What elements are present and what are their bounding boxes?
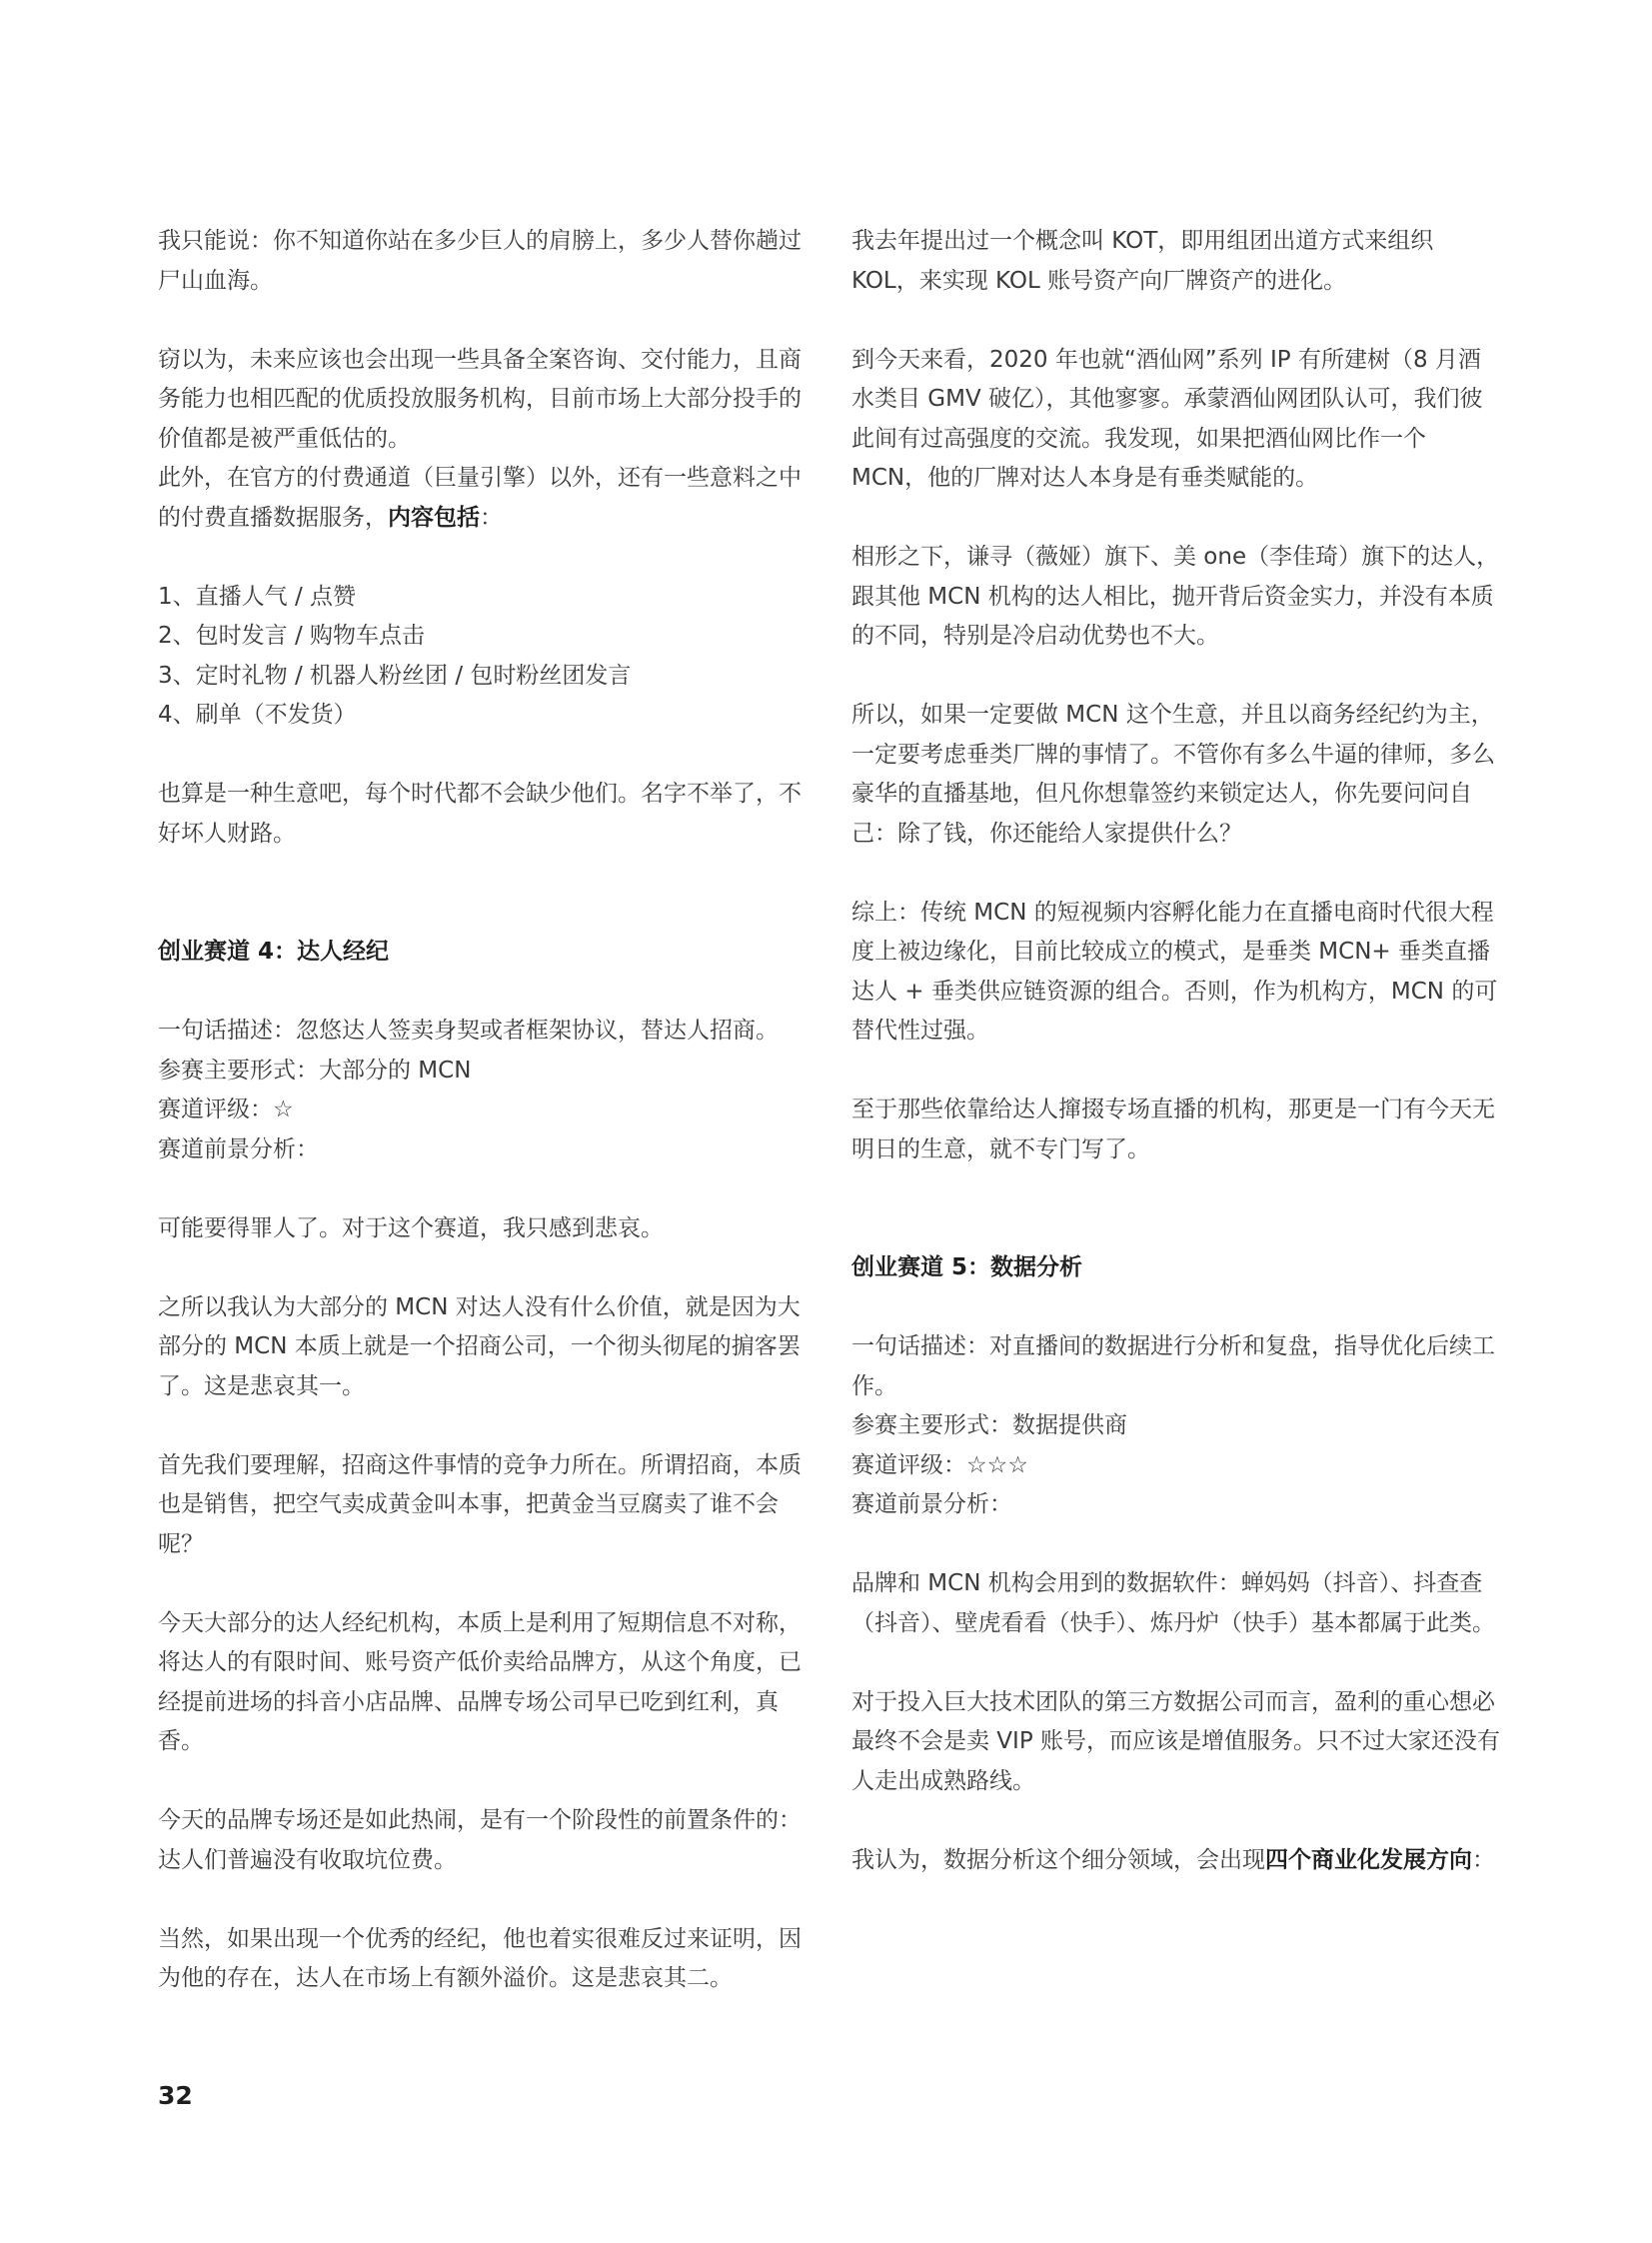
form-line: 参赛主要形式：大部分的 MCN bbox=[158, 1057, 472, 1084]
left-column bbox=[158, 222, 808, 1999]
paragraph-text: ： bbox=[1472, 1846, 1495, 1873]
form-line: 参赛主要形式：数据提供商 bbox=[851, 1412, 1127, 1438]
paragraph-text: 我认为，数据分析这个细分领域，会出现 bbox=[851, 1846, 1265, 1873]
paragraph: 到今天来看，2020 年也就“酒仙网”系列 IP 有所建树（8 月酒水类目 GMV 破亿），其他寥寥。承蒙酒仙网团队认可，我们彼此间有过高强度的交流。我发现，如果把酒仙网比作一个 MCN，他的厂牌对达人本身是有垂类赋能的。 bbox=[851, 346, 1483, 491]
outlook-line: 赛道前景分析： bbox=[851, 1491, 1012, 1517]
page-number: 32 bbox=[158, 2081, 193, 2110]
paragraph: 所以，如果一定要做 MCN 这个生意，并且以商务经纪约为主，一定要考虑垂类厂牌的事情了。不管你有多么牛逼的律师，多么豪华的直播基地，但凡你想靠签约来锁定达人，你先要问问自己：除了钱，你还能给人家提供什么？ bbox=[851, 702, 1495, 847]
list-item: 1、直播人气 / 点赞 bbox=[158, 583, 357, 610]
paragraph: 今天大部分的达人经纪机构，本质上是利用了短期信息不对称，将达人的有限时间、账号资产低价卖给品牌方，从这个角度，已经提前进场的抖音小店品牌、品牌专场公司早已吃到红利，真香。 bbox=[158, 1609, 802, 1754]
outlook-line: 赛道前景分析： bbox=[158, 1135, 319, 1162]
rating-line: 赛道评级：☆☆☆ bbox=[851, 1451, 1028, 1478]
paragraph: 相形之下，谦寻（薇娅）旗下、美 one（李佳琦）旗下的达人，跟其他 MCN 机构的达人相比，抛开背后资金实力，并没有本质的不同，特别是冷启动优势也不大。 bbox=[851, 544, 1500, 649]
paragraph: 也算是一种生意吧，每个时代都不会缺少他们。名字不举了，不好坏人财路。 bbox=[158, 781, 802, 847]
description-line: 一句话描述：对直播间的数据进行分析和复盘，指导优化后续工作。 bbox=[851, 1333, 1495, 1399]
list-item: 3、定时礼物 / 机器人粉丝团 / 包时粉丝团发言 bbox=[158, 662, 632, 689]
paragraph: 至于那些依靠给达人撺掇专场直播的机构，那更是一门有今天无明日的生意，就不专门写了。 bbox=[851, 1097, 1495, 1162]
paragraph-text: 此外，在官方的付费通道（巨量引擎）以外，还有一些意料之中的付费直播数据服务， bbox=[158, 465, 802, 531]
paragraph: 可能要得罪人了。对于这个赛道，我只感到悲哀。 bbox=[158, 1214, 664, 1241]
paragraph: 首先我们要理解，招商这件事情的竞争力所在。所谓招商，本质也是销售，把空气卖成黄金叫本事，把黄金当豆腐卖了谁不会呢？ bbox=[158, 1451, 802, 1557]
rating-line: 赛道评级：☆ bbox=[158, 1097, 294, 1122]
paragraph: 我只能说：你不知道你站在多少巨人的肩膀上，多少人替你趟过尸山血海。 bbox=[158, 228, 802, 294]
list-item: 4、刷单（不发货） bbox=[158, 702, 357, 728]
bold-phrase: 四个商业化发展方向 bbox=[1265, 1846, 1472, 1873]
paragraph: 综上：传统 MCN 的短视频内容孵化能力在直播电商时代很大程度上被边缘化，目前比较成立的模式，是垂类 MCN+ 垂类直播达人 + 垂类供应链资源的组合。否则，作为机构方，MCN 的可替代性过强。 bbox=[851, 899, 1498, 1044]
paragraph bbox=[851, 1841, 1501, 1881]
right-column bbox=[851, 222, 1501, 1880]
paragraph bbox=[158, 459, 808, 538]
description-line: 一句话描述：忽悠达人签卖身契或者框架协议，替达人招商。 bbox=[158, 1018, 779, 1044]
paragraph: 我去年提出过一个概念叫 KOT，即用组团出道方式来组织 KOL，来实现 KOL 账号资产向厂牌资产的进化。 bbox=[851, 228, 1434, 294]
section-heading-4: 创业赛道 4：达人经纪 bbox=[158, 939, 390, 965]
paragraph-text: ： bbox=[480, 504, 503, 531]
paragraph: 当然，如果出现一个优秀的经纪，他也着实很难反过来证明，因为他的存在，达人在市场上有额外溢价。这是悲哀其二。 bbox=[158, 1925, 802, 1991]
paragraph: 之所以我认为大部分的 MCN 对达人没有什么价值，就是因为大部分的 MCN 本质上就是一个招商公司，一个彻头彻尾的掮客罢了。这是悲哀其一。 bbox=[158, 1293, 801, 1399]
paragraph: 今天的品牌专场还是如此热闹，是有一个阶段性的前置条件的：达人们普遍没有收取坑位费。 bbox=[158, 1807, 802, 1873]
list-item: 2、包时发言 / 购物车点击 bbox=[158, 623, 426, 649]
paragraph: 品牌和 MCN 机构会用到的数据软件：蝉妈妈（抖音）、抖查查（抖音）、壁虎看看（快手）、炼丹炉（快手）基本都属于此类。 bbox=[851, 1570, 1495, 1636]
bold-phrase: 内容包括 bbox=[388, 504, 480, 531]
paragraph: 窃以为，未来应该也会出现一些具备全案咨询、交付能力，且商务能力也相匹配的优质投放服务机构，目前市场上大部分投手的价值都是被严重低估的。 bbox=[158, 346, 802, 452]
section-heading-5: 创业赛道 5：数据分析 bbox=[851, 1254, 1083, 1280]
paragraph: 对于投入巨大技术团队的第三方数据公司而言，盈利的重心想必最终不会是卖 VIP 账号，而应该是增值服务。只不过大家还没有人走出成熟路线。 bbox=[851, 1688, 1501, 1794]
